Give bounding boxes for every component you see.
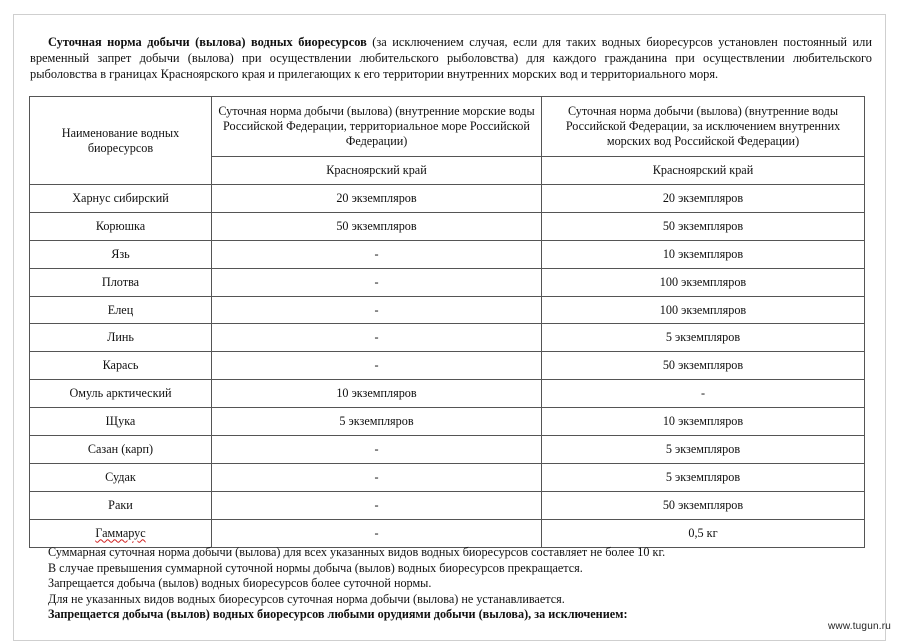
- species-cell: Карась: [30, 352, 212, 380]
- inland-norm-cell: 5 экземпляров: [542, 463, 865, 491]
- species-cell: Плотва: [30, 268, 212, 296]
- sea-norm-cell: 50 экземпляров: [212, 212, 542, 240]
- header-inland-waters: Суточная норма добычи (вылова) (внутренние воды Российской Федерации, за исключением внутренних морских вод Российской Федерации): [542, 97, 865, 157]
- species-cell: Линь: [30, 324, 212, 352]
- inland-norm-cell: 5 экземпляров: [542, 436, 865, 464]
- region-sea: Красноярский край: [212, 157, 542, 185]
- note-gear-prohibition: Запрещается добыча (вылов) водных биоресурсов любыми орудиями добычи (вылова), за исключением:: [48, 607, 628, 622]
- table-header-row: [30, 97, 865, 157]
- inland-norm-cell: 10 экземпляров: [542, 240, 865, 268]
- sea-norm-cell: -: [212, 436, 542, 464]
- inland-norm-cell: -: [542, 380, 865, 408]
- inland-norm-cell: 20 экземпляров: [542, 185, 865, 213]
- intro-bold-lead: Суточная норма добычи (вылова) водных биоресурсов: [48, 35, 367, 49]
- region-inland: Красноярский край: [542, 157, 865, 185]
- note-exceed: В случае превышения суммарной суточной нормы добыча (вылов) водных биоресурсов прекращается.: [48, 560, 583, 575]
- inland-norm-cell: 50 экземпляров: [542, 352, 865, 380]
- catch-norms-table: [29, 96, 865, 548]
- note-unlisted: Для не указанных видов водных биоресурсов суточная норма добычи (вылова) не устанавливается.: [48, 591, 565, 606]
- sea-norm-cell: 5 экземпляров: [212, 408, 542, 436]
- inland-norm-cell: 100 экземпляров: [542, 296, 865, 324]
- species-cell: Раки: [30, 491, 212, 519]
- sea-norm-cell: 10 экземпляров: [212, 380, 542, 408]
- species-cell: [30, 519, 212, 547]
- inland-norm-cell: 100 экземпляров: [542, 268, 865, 296]
- table-row: [30, 380, 865, 408]
- table-row: [30, 463, 865, 491]
- inland-norm-cell: 5 экземпляров: [542, 324, 865, 352]
- table-row: [30, 436, 865, 464]
- sea-norm-cell: -: [212, 491, 542, 519]
- note-total-limit: Суммарная суточная норма добычи (вылова) для всех указанных видов водных биоресурсов составляет не более 10 кг.: [48, 545, 666, 559]
- table-row: [30, 352, 865, 380]
- table-row: [30, 519, 865, 547]
- sea-norm-cell: -: [212, 324, 542, 352]
- header-species: Наименование водных биоресурсов: [30, 97, 212, 185]
- site-watermark: www.tugun.ru: [828, 621, 891, 632]
- table-row: [30, 491, 865, 519]
- inland-norm-cell: 50 экземпляров: [542, 212, 865, 240]
- intro-text: (за исключением случая, если для таких водных биоресурсов установлен постоянный или временный запрет добычи (вылова) при осуществлении любительского рыболовства) для каждого гражданина при осуществлении любительского рыболовства в границах Красноярского края и прилегающих к его территории внутренних морских вод и территориального моря.: [30, 35, 872, 81]
- table-row: [30, 268, 865, 296]
- table-row: [30, 408, 865, 436]
- sea-norm-cell: -: [212, 268, 542, 296]
- notes-block: [48, 545, 868, 623]
- inland-norm-cell: 0,5 кг: [542, 519, 865, 547]
- sea-norm-cell: -: [212, 296, 542, 324]
- table-row: [30, 212, 865, 240]
- sea-norm-cell: -: [212, 519, 542, 547]
- inland-norm-cell: 50 экземпляров: [542, 491, 865, 519]
- species-cell: Елец: [30, 296, 212, 324]
- sea-norm-cell: -: [212, 463, 542, 491]
- table-row: [30, 324, 865, 352]
- species-cell: Корюшка: [30, 212, 212, 240]
- sea-norm-cell: -: [212, 352, 542, 380]
- inland-norm-cell: 10 экземпляров: [542, 408, 865, 436]
- table-row: [30, 296, 865, 324]
- table-row: [30, 240, 865, 268]
- species-cell: Язь: [30, 240, 212, 268]
- spellcheck-underlined-text: Гаммарус: [95, 525, 146, 540]
- species-cell: Щука: [30, 408, 212, 436]
- species-cell: Сазан (карп): [30, 436, 212, 464]
- sea-norm-cell: 20 экземпляров: [212, 185, 542, 213]
- sea-norm-cell: -: [212, 240, 542, 268]
- note-prohibit-over: Запрещается добыча (вылов) водных биоресурсов более суточной нормы.: [48, 576, 432, 591]
- species-cell: Судак: [30, 463, 212, 491]
- intro-paragraph: [30, 34, 872, 82]
- table-row: [30, 185, 865, 213]
- header-sea-waters: Суточная норма добычи (вылова) (внутренние морские воды Российской Федерации, территориальное море Российской Федерации): [212, 97, 542, 157]
- species-cell: Харнус сибирский: [30, 185, 212, 213]
- species-cell: Омуль арктический: [30, 380, 212, 408]
